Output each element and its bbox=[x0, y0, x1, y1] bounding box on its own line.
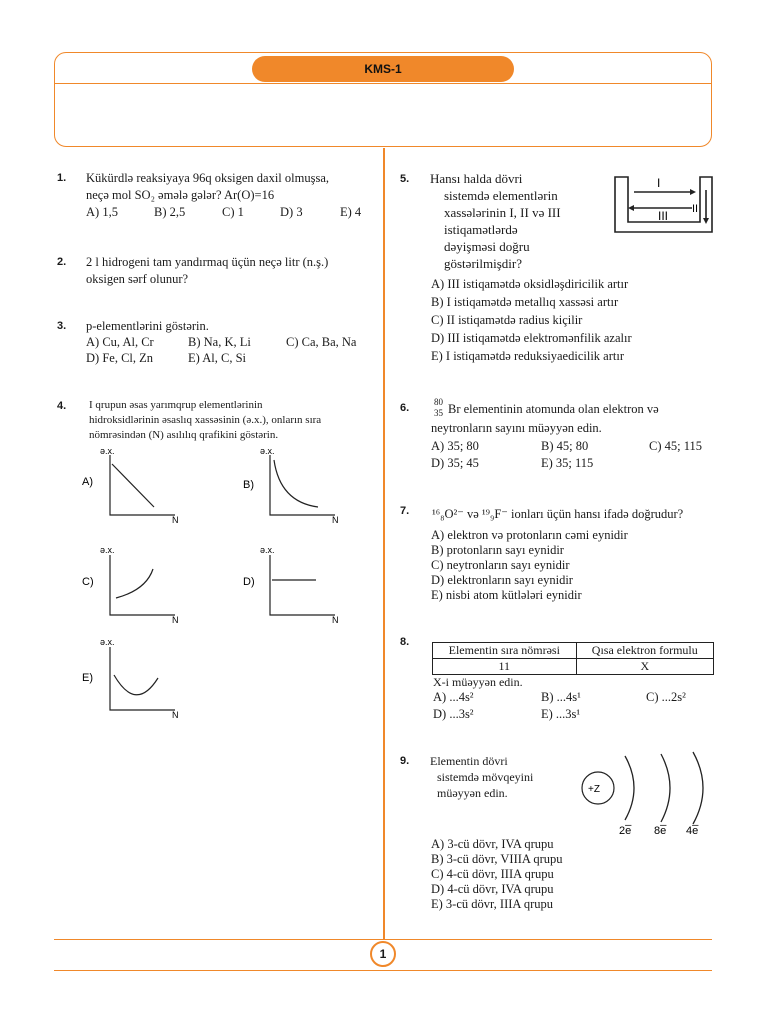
graph-a-axes bbox=[110, 455, 175, 515]
question-2-line-2: oksigen sərf olunur? bbox=[86, 272, 189, 286]
q8-option-d: D) ...3s² bbox=[433, 707, 474, 721]
question-9-line-1: Elementin dövri bbox=[430, 754, 508, 768]
bromine-atomic-number: 35 bbox=[434, 408, 443, 418]
graph-b-curve bbox=[274, 460, 318, 507]
q9-option-a: A) 3-cü dövr, IVA qrupu bbox=[431, 837, 554, 851]
q8-option-a: A) ...4s² bbox=[433, 690, 474, 704]
table-header-cell: Qısa elektron formulu bbox=[576, 643, 713, 659]
q1-option-c: C) 1 bbox=[222, 205, 244, 219]
footer-line-bottom bbox=[54, 970, 712, 971]
question-number-4: 4. bbox=[57, 400, 67, 412]
question-5-line-3: xassələrinin I, II və III bbox=[444, 205, 561, 220]
q3-option-a: A) Cu, Al, Cr bbox=[86, 335, 154, 349]
page-number: 1 bbox=[370, 941, 396, 967]
q5-option-b: B) I istiqamətdə metallıq xassəsi artır bbox=[431, 295, 619, 309]
q3-option-c: C) Ca, Ba, Na bbox=[286, 335, 357, 349]
q1-option-d: D) 3 bbox=[280, 205, 303, 219]
q8-option-c: C) ...2s² bbox=[646, 690, 686, 704]
q7-option-e: E) nisbi atom kütlələri eynidir bbox=[431, 588, 582, 602]
bromine-mass-number: 80 bbox=[434, 397, 443, 407]
graph-e-label: E) bbox=[82, 672, 93, 684]
q5-option-c: C) II istiqamətdə radius kiçilir bbox=[431, 313, 583, 327]
shell-2 bbox=[661, 754, 670, 822]
graph-e-x-label: N bbox=[172, 710, 179, 720]
footer-line-top bbox=[54, 939, 712, 940]
q8-option-e: E) ...3s¹ bbox=[541, 707, 581, 721]
q1-option-e: E) 4 bbox=[340, 205, 362, 219]
q6-option-e: E) 35; 115 bbox=[541, 456, 594, 470]
q9-option-e: E) 3-cü dövr, IIIA qrupu bbox=[431, 897, 554, 911]
q3-option-b: B) Na, K, Li bbox=[188, 335, 251, 349]
question-number-3: 3. bbox=[57, 320, 67, 332]
q8-option-b: B) ...4s¹ bbox=[541, 690, 581, 704]
q7-option-a: A) elektron və protonların cəmi eynidir bbox=[431, 528, 628, 542]
question-1-line-2: neçə mol SO₂ əmələ gələr? Ar(O)=16 bbox=[86, 188, 275, 202]
q9-option-b: B) 3-cü dövr, VIIIA qrupu bbox=[431, 852, 563, 866]
q7-option-b: B) protonların sayı eynidir bbox=[431, 543, 564, 557]
graph-c-y-label: ə.x. bbox=[100, 545, 115, 555]
q7-option-d: D) elektronların sayı eynidir bbox=[431, 573, 573, 587]
question-number-1: 1. bbox=[57, 172, 67, 184]
question-4-line-1: I qrupun əsas yarımqrup elementlərinin bbox=[89, 399, 263, 411]
graph-e-axes bbox=[110, 647, 175, 710]
q9-atom-diagram bbox=[575, 748, 718, 840]
q6-option-d: D) 35; 45 bbox=[431, 456, 479, 470]
question-number-9: 9. bbox=[400, 755, 410, 767]
graph-a-x-label: N bbox=[172, 515, 179, 525]
graph-b-y-label: ə.x. bbox=[260, 446, 275, 456]
q5-direction-diagram bbox=[612, 170, 718, 240]
diagram-label-ii: II bbox=[692, 203, 699, 215]
question-6-line-1: Br elementinin atomunda olan elektron və bbox=[448, 402, 659, 416]
page-title: KMS-1 bbox=[252, 56, 514, 82]
diagram-label-i: I bbox=[657, 176, 661, 190]
question-number-7: 7. bbox=[400, 505, 410, 517]
question-number-6: 6. bbox=[400, 402, 410, 414]
q9-option-d: D) 4-cü dövr, IVA qrupu bbox=[431, 882, 554, 896]
q8-table bbox=[432, 642, 714, 675]
q3-option-d: D) Fe, Cl, Zn bbox=[86, 351, 154, 365]
shell-2-label: 8e̅ bbox=[654, 825, 667, 837]
graph-c-x-label: N bbox=[172, 615, 179, 625]
question-8-line: X-i müəyyən edin. bbox=[433, 675, 523, 689]
shell-3 bbox=[693, 752, 703, 824]
question-6-line-2: neytronların sayını müəyyən edin. bbox=[431, 421, 602, 435]
q4-graphs bbox=[80, 440, 380, 730]
question-number-2: 2. bbox=[57, 256, 67, 268]
question-5-line-4: istiqamətlərdə bbox=[444, 222, 518, 237]
q6-option-b: B) 45; 80 bbox=[541, 439, 589, 453]
q3-option-e: E) Al, C, Si bbox=[188, 351, 246, 365]
graph-d-x-label: N bbox=[332, 615, 339, 625]
header-divider bbox=[54, 83, 712, 84]
graph-a-curve bbox=[112, 464, 154, 507]
question-number-8: 8. bbox=[400, 636, 410, 648]
q5-option-d: D) III istiqamətdə elektromənfilik azalır bbox=[431, 331, 632, 345]
table-cell: X bbox=[576, 659, 713, 675]
q1-option-b: B) 2,5 bbox=[154, 205, 186, 219]
diagram-label-iii: III bbox=[658, 209, 669, 223]
graph-b-x-label: N bbox=[332, 515, 339, 525]
question-7-line-1: ¹⁶₈O²⁻ və ¹⁹₉F⁻ ionları üçün hansı ifadə doğrudur? bbox=[432, 507, 684, 521]
question-3-line-1: p-elementlərini göstərin. bbox=[86, 319, 209, 333]
shell-3-label: 4e̅ bbox=[686, 825, 699, 837]
question-4-line-3: nömrəsindən (N) asılılıq qrafikini göstərin. bbox=[89, 429, 279, 441]
graph-c-curve bbox=[116, 569, 153, 598]
nucleus-label: +Z bbox=[588, 784, 600, 795]
graph-d-y-label: ə.x. bbox=[260, 545, 275, 555]
question-9-line-2: sistemdə mövqeyini bbox=[437, 770, 534, 784]
graph-d-label: D) bbox=[243, 576, 255, 588]
graph-a-label: A) bbox=[82, 476, 93, 488]
question-5-line-1: Hansı halda dövri bbox=[430, 171, 523, 186]
table-cell: 11 bbox=[433, 659, 577, 675]
q1-option-a: A) 1,5 bbox=[86, 205, 118, 219]
question-1-line-1: Kükürdlə reaksiyaya 96q oksigen daxil olmuşsa, bbox=[86, 171, 330, 185]
question-5-line-5: dəyişməsi doğru bbox=[444, 239, 530, 254]
q5-option-a: A) III istiqamətdə oksidləşdiricilik artır bbox=[431, 277, 629, 291]
graph-e-y-label: ə.x. bbox=[100, 637, 115, 647]
question-4-line-2: hidroksidlərinin əsaslıq xassəsinin (ə.x.), onların sıra bbox=[89, 414, 322, 426]
shell-1 bbox=[625, 756, 634, 820]
graph-b-axes bbox=[270, 455, 335, 515]
q7-option-c: C) neytronların sayı eynidir bbox=[431, 558, 570, 572]
shell-1-label: 2e̅ bbox=[619, 825, 632, 837]
graph-b-label: B) bbox=[243, 479, 254, 491]
question-9-line-3: müəyyən edin. bbox=[437, 786, 508, 800]
graph-c-label: C) bbox=[82, 576, 94, 588]
graph-a-y-label: ə.x. bbox=[100, 446, 115, 456]
question-2-line-1: 2 l hidrogeni tam yandırmaq üçün neçə litr (n.ş.) bbox=[86, 255, 329, 269]
q9-option-c: C) 4-cü dövr, IIIA qrupu bbox=[431, 867, 554, 881]
question-5-line-6: göstərilmişdir? bbox=[444, 256, 522, 271]
question-number-5: 5. bbox=[400, 173, 410, 185]
question-5-line-2: sistemdə elementlərin bbox=[444, 188, 558, 203]
q5-option-e: E) I istiqamətdə reduksiyaedicilik artır bbox=[431, 349, 624, 363]
table-header-cell: Elementin sıra nömrəsi bbox=[433, 643, 577, 659]
graph-e-curve bbox=[114, 675, 158, 695]
q6-option-a: A) 35; 80 bbox=[431, 439, 479, 453]
graph-d-axes bbox=[270, 555, 335, 615]
q6-option-c: C) 45; 115 bbox=[649, 439, 703, 453]
column-divider bbox=[383, 148, 385, 940]
